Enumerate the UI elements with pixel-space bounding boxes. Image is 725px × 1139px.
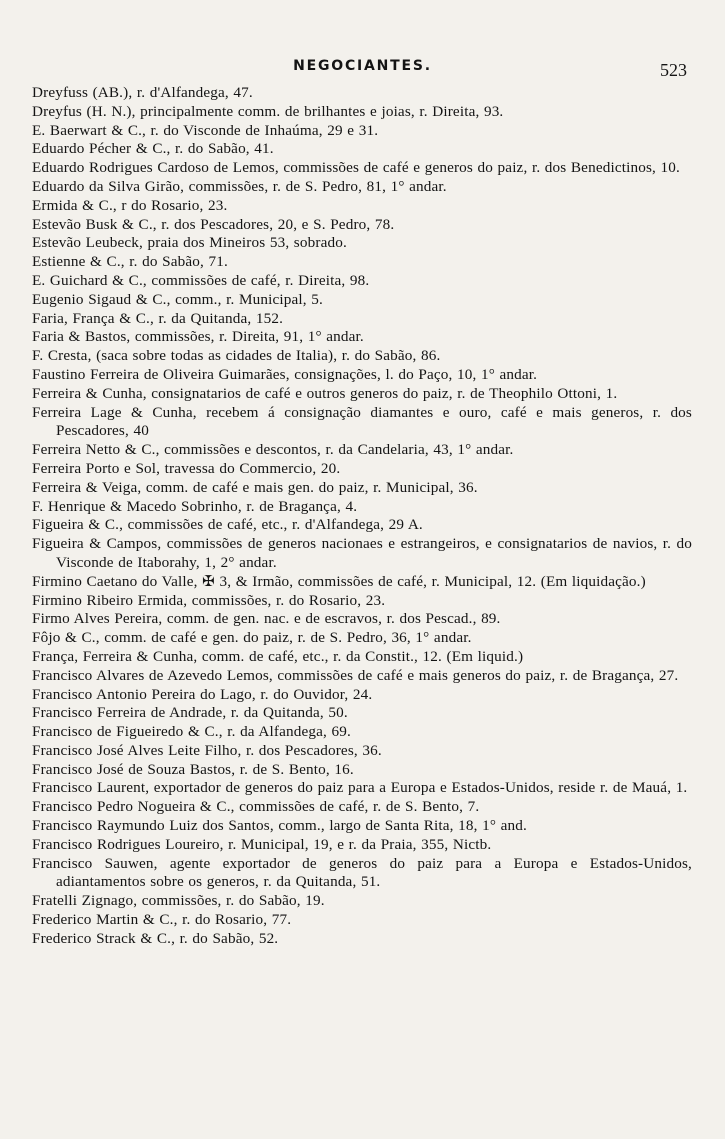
list-item: Figueira & C., commissões de café, etc., r. d'Alfandega, 29 A. [32,516,423,534]
page-number: 523 [660,60,687,80]
list-item: Estevão Busk & C., r. dos Pescadores, 20, e S. Pedro, 78. [32,215,395,233]
list-item: E. Baerwart & C., r. do Visconde de Inhaúma, 29 e 31. [32,121,379,139]
list-item: Eduardo da Silva Girão, commissões, r. de S. Pedro, 81, 1° andar. [32,177,447,195]
list-item: Ferreira & Veiga, comm. de café e mais gen. do paiz, r. Municipal, 36. [32,478,478,496]
list-item: Figueira & Campos, commissões de generos nacionaes e estrangeiros, e consignatarios de navios, r. do Visconde de Itaborahy, 1, 2° andar. [32,535,692,571]
list-item: Francisco Ferreira de Andrade, r. da Quitanda, 50. [32,704,348,722]
list-item: Ferreira Lage & Cunha, recebem á consignação diamantes e ouro, café e mais generos, r. dos Pescadores, 40 [32,403,692,440]
list-item: Fôjo & C., comm. de café e gen. do paiz, r. de S. Pedro, 36, 1° andar. [32,629,472,647]
list-item: Francisco Laurent, exportador de generos do paiz para a Europa e Estados-Unidos, reside r. de Mauá, 1. [32,779,688,797]
list-item: Firmo Alves Pereira, comm. de gen. nac. e de escravos, r. dos Pescad., 89. [32,610,501,628]
list-item: Francisco José de Souza Bastos, r. de S. Bento, 16. [32,760,354,778]
list-item: Firmino Ribeiro Ermida, commissões, r. do Rosario, 23. [32,591,386,609]
list-item: F. Henrique & Macedo Sobrinho, r. de Bragança, 4. [32,497,358,515]
list-item: Eduardo Rodrigues Cardoso de Lemos, commissões de café e generos do paiz, r. dos Benedictinos, 10. [32,159,680,177]
list-item: Francisco Sauwen, agente exportador de generos do paiz para a Europa e Estados-Unidos, adiantamentos sobre os generos, r. da Quitanda, 51. [32,854,692,891]
list-item: Ferreira Porto e Sol, travessa do Commercio, 20. [32,459,341,477]
list-item: Eugenio Sigaud & C., comm., r. Municipal, 5. [32,290,323,308]
list-item: Dreyfuss (AB.), r. d'Alfandega, 47. [32,84,253,101]
list-item: E. Guichard & C., commissões de café, r. Direita, 98. [32,271,370,289]
list-item: Estevão Leubeck, praia dos Mineiros 53, sobrado. [32,234,347,252]
list-item: Francisco Pedro Nogueira & C., commissões de café, r. de S. Bento, 7. [32,798,480,816]
page-header [0,58,725,82]
list-item: Frederico Strack & C., r. do Sabão, 52. [32,929,279,947]
list-item: Francisco Alvares de Azevedo Lemos, commissões de café e mais generos do paiz, r. de Bragança, 27. [32,666,679,684]
list-item: Ferreira & Cunha, consignatarios de café e outros generos do paiz, r. de Theophilo Ottoni, 1. [32,384,618,402]
list-item: Estienne & C., r. do Sabão, 71. [32,253,228,271]
list-item: Fratelli Zignago, commissões, r. do Sabão, 19. [32,892,325,910]
list-item: Firmino Caetano do Valle, ✠ 3, & Irmão, commissões de café, r. Municipal, 12. (Em liquidação.) [32,572,646,590]
list-item: Ferreira Netto & C., commissões e descontos, r. da Candelaria, 43, 1° andar. [32,441,514,459]
list-item: Dreyfus (H. N.), principalmente comm. de brilhantes e joias, r. Direita, 93. [32,102,504,120]
list-item: Eduardo Pécher & C., r. do Sabão, 41. [32,140,274,158]
list-item: Francisco José Alves Leite Filho, r. dos Pescadores, 36. [32,741,382,759]
list-item: França, Ferreira & Cunha, comm. de café, etc., r. da Constit., 12. (Em liquid.) [32,647,524,665]
list-item: Faria, França & C., r. da Quitanda, 152. [32,309,284,327]
list-item: Francisco Rodrigues Loureiro, r. Municipal, 19, e r. da Praia, 355, Nictb. [32,835,492,853]
list-item: Frederico Martin & C., r. do Rosario, 77. [32,911,292,929]
list-item: Faria & Bastos, commissões, r. Direita, 91, 1° andar. [32,328,364,346]
list-item: Francisco Raymundo Luiz dos Santos, comm., largo de Santa Rita, 18, 1° and. [32,817,527,835]
running-head: NEGOCIANTES. [293,58,432,74]
list-item: Francisco Antonio Pereira do Lago, r. do Ouvidor, 24. [32,685,373,703]
list-item: F. Cresta, (saca sobre todas as cidades de Italia), r. do Sabão, 86. [32,347,441,365]
list-item: Faustino Ferreira de Oliveira Guimarães, consignações, l. do Paço, 10, 1° andar. [32,365,538,383]
list-item: Francisco de Figueiredo & C., r. da Alfandega, 69. [32,723,351,741]
list-item: Ermida & C., r do Rosario, 23. [32,196,228,214]
merchant-list [32,84,692,949]
